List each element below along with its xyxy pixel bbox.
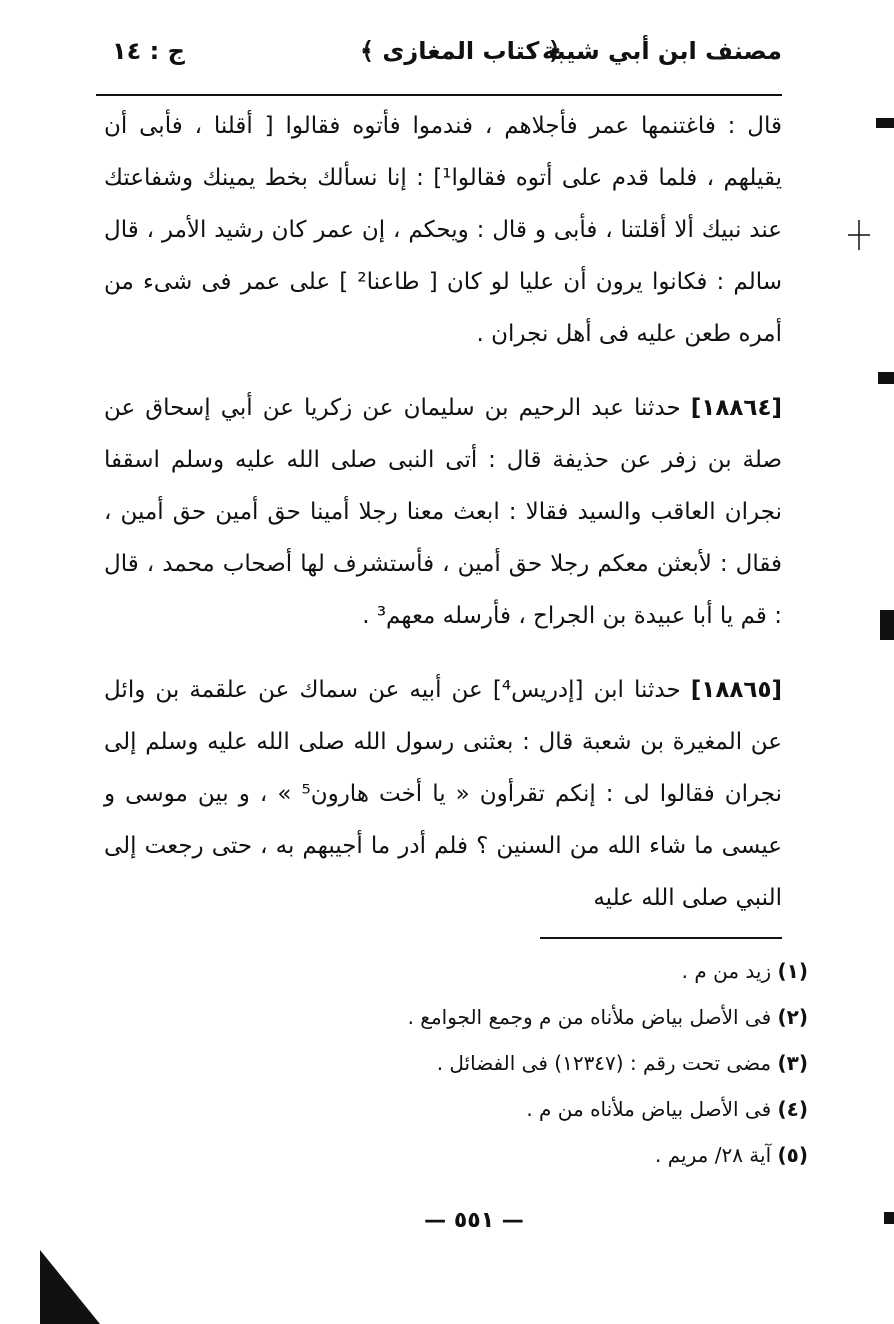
hadith-number: [١٨٨٦٤] — [690, 395, 783, 421]
page-number: — ٥٥١ — — [424, 1208, 524, 1233]
running-header-book-title: مصنف ابن أبي شيبة — [541, 37, 782, 65]
footnote-number: (٤) — [777, 1097, 808, 1121]
paragraph-text: قال : فاغتنمها عمر فأجلاهم ، فندموا فأتوه فقالوا [ أقلنا ، فأبى أن يقيلهم ، فلما قدم على أتوه فقالوا¹] : إنا نسألك بخط يمينك وشفاعتك عند نبيك ألا أقلتنا ، فأبى و قال : ويحكم ، إن عمر كان رشيد الأمر ، قال سالم : فكانوا يرون أن عليا لو كان [ طاعنا² ] على عمر فى شىء من أمره طعن عليه فى أهل نجران . — [104, 113, 782, 347]
footnote-text: فى الأصل بياض ملأناه من م وجمع الجوامع . — [407, 1005, 772, 1029]
footnote-text: آية ٢٨/ مريم . — [655, 1143, 772, 1167]
footnote-text: زيد من م . — [681, 959, 772, 983]
footnote-text: فى الأصل بياض ملأناه من م . — [526, 1097, 772, 1121]
footnote-number: (٣) — [777, 1051, 808, 1075]
footnote-text: مضى تحت رقم : (١٢٣٤٧) فى الفضائل . — [436, 1051, 772, 1075]
hadith-number: [١٨٨٦٥] — [690, 677, 783, 703]
running-header-volume: ج : ١٤ — [112, 37, 185, 65]
running-header-chapter-title: ﴿ كتاب المغازى ﴾ — [360, 37, 562, 65]
paragraph-text: حدثنا ابن [إدريس⁴] عن أبيه عن سماك عن علقمة بن وائل عن المغيرة بن شعبة قال : بعثنى رسول الله صلى الله عليه وسلم إلى نجران فقالوا لى : إنكم تقرأون « يا أخت هارون⁵ » ، و بين موسى و عيسى ما شاء الله من السنين ؟ فلم أدر ما أجيبهم به ، حتى رجعت إلى النبي صلى الله عليه — [104, 677, 782, 911]
footnote-number: (١) — [777, 959, 808, 983]
footnote-number: (٥) — [777, 1143, 808, 1167]
footnote-number: (٢) — [777, 1005, 808, 1029]
paragraph-text: حدثنا عبد الرحيم بن سليمان عن زكريا عن أبي إسحاق عن صلة بن زفر عن حذيفة قال : أتى النبى صلى الله عليه وسلم اسقفا نجران العاقب والسيد فقالا : ابعث معنا رجلا أمينا حق أمين حق أمين ، فقال : لأبعثن معكم رجلا حق أمين ، فأستشرف لها أصحاب محمد ، قال : قم يا أبا عبيدة بن الجراح ، فأرسله معهم³ . — [104, 395, 782, 629]
